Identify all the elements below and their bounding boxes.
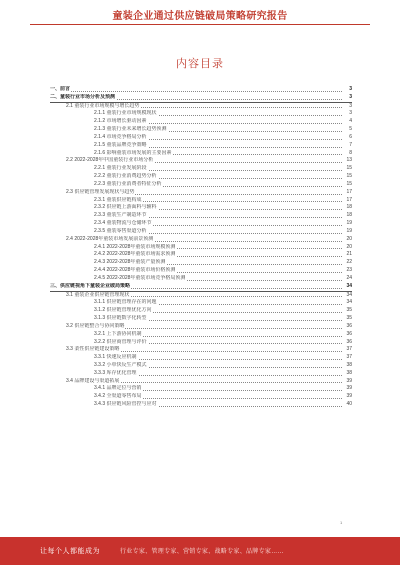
toc-entry-label: 2.4 2022-2028年童装市场发展前景预测 bbox=[66, 235, 154, 242]
toc-entry-label: 2.3.5 童装零售渠道分析 bbox=[94, 227, 147, 234]
toc-entry-label: 2.1.1 童装行业市场规模现状 bbox=[94, 110, 157, 117]
toc-entry-page: 35 bbox=[346, 315, 352, 322]
toc-entry-label: 2.4.2 2022-2028年童装市场需求预测 bbox=[94, 251, 176, 258]
toc-entry[interactable] bbox=[50, 393, 352, 401]
toc-entry-page: 38 bbox=[346, 369, 352, 376]
toc-entry-label: 2.1.6 影响童装市场发展的主要因素 bbox=[94, 149, 172, 156]
toc-entry-page: 5 bbox=[349, 126, 352, 133]
toc-entry-page: 34 bbox=[346, 299, 352, 306]
toc-entry[interactable] bbox=[50, 259, 352, 267]
toc-entry[interactable] bbox=[50, 110, 352, 118]
toc-entry-page: 23 bbox=[346, 267, 352, 274]
header-divider bbox=[30, 24, 370, 25]
toc-entry-label: 2.3.3 童装生产制造环节 bbox=[94, 212, 147, 219]
toc-entry[interactable] bbox=[50, 165, 352, 173]
toc-entry[interactable] bbox=[50, 150, 352, 158]
toc-entry[interactable] bbox=[50, 378, 352, 386]
toc-entry-label: 2.3.4 童装物流与仓储环节 bbox=[94, 220, 152, 227]
toc-entry-page: 37 bbox=[346, 346, 352, 353]
toc-entry-page: 18 bbox=[346, 204, 352, 211]
footer-banner bbox=[0, 537, 400, 565]
toc-entry-page: 35 bbox=[346, 307, 352, 314]
toc-entry-page: 36 bbox=[346, 338, 352, 345]
toc-entry-page: 21 bbox=[346, 251, 352, 258]
toc-entry[interactable] bbox=[50, 292, 352, 300]
toc-entry[interactable] bbox=[50, 86, 352, 94]
page-header bbox=[0, 0, 400, 30]
toc-entry-page: 24 bbox=[346, 274, 352, 281]
toc-entry-page: 17 bbox=[346, 196, 352, 203]
toc-entry[interactable] bbox=[50, 244, 352, 252]
toc-entry-page: 4 bbox=[349, 118, 352, 125]
toc-entry[interactable] bbox=[50, 275, 352, 283]
toc-entry-page: 40 bbox=[346, 401, 352, 408]
toc-entry-page: 3 bbox=[349, 102, 352, 109]
toc-entry[interactable] bbox=[50, 134, 352, 142]
toc-entry-label: 3.1.2 供应链管理优化方向 bbox=[94, 307, 152, 314]
toc-entry-page: 20 bbox=[346, 235, 352, 242]
toc-entry[interactable] bbox=[50, 315, 352, 323]
toc-entry-label: 3.4.3 供应链风险管控与应对 bbox=[94, 401, 157, 408]
toc-entry-label: 3.3.1 快速反应机制 bbox=[94, 354, 137, 361]
table-of-contents bbox=[50, 86, 352, 409]
toc-entry-page: 19 bbox=[346, 220, 352, 227]
toc-entry-page: 36 bbox=[346, 330, 352, 337]
toc-entry-label: 3.4.1 品牌定位与营销 bbox=[94, 385, 142, 392]
toc-entry[interactable] bbox=[50, 189, 352, 197]
toc-entry-label: 2.2.2 童装行业消费趋势分析 bbox=[94, 173, 157, 180]
toc-entry-label: 3.3 柔性供应链建设策略 bbox=[66, 346, 120, 353]
footer-subtitle: 行业专家、管理专家、营销专家、战略专家、品牌专家…… bbox=[120, 549, 284, 555]
toc-leader-dots bbox=[50, 91, 342, 92]
toc-entry[interactable] bbox=[50, 385, 352, 393]
toc-entry[interactable] bbox=[50, 181, 352, 189]
toc-entry-page: 37 bbox=[346, 354, 352, 361]
toc-entry-page: 6 bbox=[349, 133, 352, 140]
toc-entry-label: 3.1.1 供应链管理存在的问题 bbox=[94, 299, 157, 306]
footer-slogan: 让每个人都能成为 bbox=[40, 548, 100, 555]
toc-entry[interactable] bbox=[50, 197, 352, 205]
toc-entry-page: 34 bbox=[346, 291, 352, 298]
toc-entry-label: 3.3.2 小单快反生产模式 bbox=[94, 361, 147, 368]
toc-entry-page: 19 bbox=[346, 227, 352, 234]
toc-entry[interactable] bbox=[50, 103, 352, 111]
toc-entry[interactable] bbox=[50, 212, 352, 220]
toc-entry-page: 7 bbox=[349, 141, 352, 148]
toc-entry[interactable] bbox=[50, 267, 352, 275]
toc-entry-label: 2.1 童装行业市场规模与增长趋势 bbox=[66, 102, 140, 109]
toc-entry-label: 2.3 供应链管理发展现状与趋势 bbox=[66, 188, 135, 195]
toc-entry-label: 3.2.2 供应商管理与评价 bbox=[94, 338, 147, 345]
toc-entry-label: 2.4.3 2022-2028年童装产量预测 bbox=[94, 259, 166, 266]
toc-entry[interactable] bbox=[50, 126, 352, 134]
toc-entry-page: 17 bbox=[346, 188, 352, 195]
toc-entry[interactable] bbox=[50, 299, 352, 307]
toc-entry-label: 2.2 2022-2028年中国童装行业市场分析 bbox=[66, 157, 154, 164]
toc-entry[interactable] bbox=[50, 236, 352, 244]
toc-entry-page: 8 bbox=[349, 149, 352, 156]
toc-entry-label: 2.1.2 市场增长驱动因素 bbox=[94, 118, 147, 125]
toc-entry[interactable] bbox=[50, 94, 352, 103]
document-title: 童装企业通过供应链破局策略研究报告 bbox=[112, 11, 288, 22]
toc-entry-label: 2.1.5 童装品牌竞争策略 bbox=[94, 141, 147, 148]
toc-entry-page: 15 bbox=[346, 165, 352, 172]
toc-entry-label: 2.4.1 2022-2028年童装市场规模预测 bbox=[94, 243, 176, 250]
toc-entry[interactable] bbox=[50, 118, 352, 126]
toc-entry-label: 2.4.4 2022-2028年童装市场价格预测 bbox=[94, 267, 176, 274]
toc-entry-page: 39 bbox=[346, 377, 352, 384]
toc-entry-page: 39 bbox=[346, 393, 352, 400]
toc-entry[interactable] bbox=[50, 251, 352, 259]
toc-entry[interactable] bbox=[50, 354, 352, 362]
toc-entry[interactable] bbox=[50, 323, 352, 331]
toc-entry[interactable] bbox=[50, 370, 352, 378]
toc-entry[interactable] bbox=[50, 173, 352, 181]
toc-entry[interactable] bbox=[50, 362, 352, 370]
toc-entry[interactable] bbox=[50, 220, 352, 228]
toc-entry-label: 3.1.3 供应链数字化转型 bbox=[94, 315, 147, 322]
toc-entry-label: 一、前言 bbox=[50, 86, 71, 92]
toc-entry-label: 三、供应链视角下童装企业破局策略 bbox=[50, 282, 131, 289]
toc-entry-label: 二、童装行业市场分析及预测 bbox=[50, 93, 116, 100]
toc-entry-label: 3.2.1 上下游协同机制 bbox=[94, 330, 142, 337]
toc-entry[interactable] bbox=[50, 339, 352, 347]
toc-entry-page: 3 bbox=[349, 93, 352, 100]
toc-entry-label: 2.1.3 童装行业未来增长趋势预测 bbox=[94, 126, 167, 133]
toc-heading: 内容目录 bbox=[176, 58, 224, 70]
toc-entry-label: 2.4.5 2022-2028年童装市场竞争格局预测 bbox=[94, 274, 186, 281]
toc-entry-label: 2.2.3 童装行业消费者特征分析 bbox=[94, 180, 162, 187]
toc-entry-page: 3 bbox=[349, 86, 352, 92]
toc-entry[interactable] bbox=[50, 228, 352, 236]
toc-entry-label: 2.2.1 童装行业发展阶段 bbox=[94, 165, 147, 172]
toc-entry[interactable] bbox=[50, 142, 352, 150]
toc-entry-page: 13 bbox=[346, 157, 352, 164]
toc-entry-page: 3 bbox=[349, 110, 352, 117]
toc-entry-label: 3.2 供应链整合与协同策略 bbox=[66, 322, 125, 329]
toc-entry[interactable] bbox=[50, 204, 352, 212]
toc-entry-label: 3.4 品牌建设与渠道拓展 bbox=[66, 377, 120, 384]
toc-entry-label: 2.1.4 市场竞争格局分析 bbox=[94, 133, 147, 140]
toc-entry[interactable] bbox=[50, 307, 352, 315]
toc-entry[interactable] bbox=[50, 346, 352, 354]
toc-entry-page: 15 bbox=[346, 173, 352, 180]
toc-entry-page: 22 bbox=[346, 259, 352, 266]
toc-entry-page: 18 bbox=[346, 212, 352, 219]
page-number: 1 bbox=[340, 520, 343, 525]
toc-entry[interactable] bbox=[50, 331, 352, 339]
toc-entry-page: 34 bbox=[346, 282, 352, 289]
toc-entry-label: 2.3.2 供应链上游面料与辅料 bbox=[94, 204, 157, 211]
toc-entry-page: 39 bbox=[346, 385, 352, 392]
toc-entry-label: 3.4.2 全渠道零售布局 bbox=[94, 393, 142, 400]
toc-entry-page: 20 bbox=[346, 243, 352, 250]
toc-entry[interactable] bbox=[50, 283, 352, 292]
toc-entry-label: 3.3.3 库存优化管理 bbox=[94, 369, 137, 376]
toc-entry-page: 36 bbox=[346, 322, 352, 329]
toc-entry-page: 38 bbox=[346, 361, 352, 368]
toc-entry-label: 2.3.1 童装供应链构成 bbox=[94, 196, 142, 203]
toc-entry[interactable] bbox=[50, 401, 352, 409]
toc-entry-label: 3.1 童装企业供应链管理现状 bbox=[66, 291, 130, 298]
toc-entry[interactable] bbox=[50, 157, 352, 165]
toc-entry-page: 15 bbox=[346, 180, 352, 187]
